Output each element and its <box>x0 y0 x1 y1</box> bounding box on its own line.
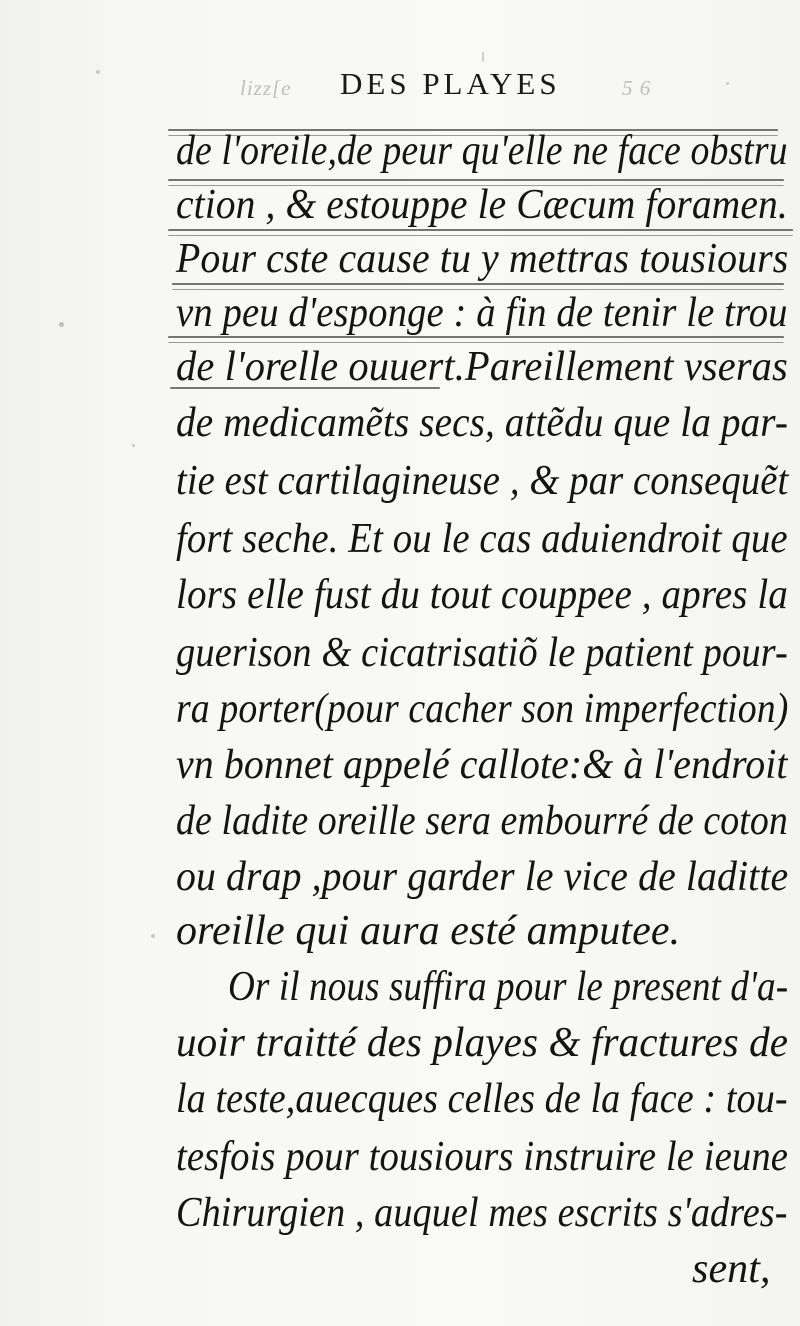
paper-speck <box>482 52 484 62</box>
catchword: sent, <box>692 1246 771 1292</box>
text-line: Or il nous suffira pour le present d'a- <box>228 964 789 1010</box>
text-line: Pour cste cause tu y mettras tousiours <box>176 236 789 282</box>
text-line: ra porter(pour cacher son imperfection) <box>176 686 789 732</box>
text-line: uoir traitté des playes & fractures de <box>176 1020 789 1066</box>
paper-speck <box>132 444 135 447</box>
text-line: tesfois pour tousiours instruire le ieune <box>176 1134 789 1180</box>
text-line: ou drap ,pour garder le vice de laditte <box>176 854 789 900</box>
text-line: Chirurgien , auquel mes escrits s'adres- <box>176 1190 788 1236</box>
paper-speck <box>96 70 100 74</box>
paper-speck <box>59 322 64 327</box>
text-line: oreille qui aura esté amputee. <box>176 908 681 954</box>
paper-speck <box>726 82 729 85</box>
paper-speck <box>151 934 155 938</box>
show-through-text: 5 6 <box>622 76 652 100</box>
text-line: tie est cartilagineuse , & par consequẽt <box>176 458 789 504</box>
running-head: DES PLAYES <box>340 66 561 101</box>
text-line: ction , & estouppe le Cæcum foramen. <box>176 182 788 228</box>
text-line: la teste,auecques celles de la face : tou- <box>176 1076 788 1122</box>
text-line: guerison & cicatrisatiõ le patient pour- <box>176 630 788 676</box>
text-line: de l'oreile,de peur qu'elle ne face obstru <box>176 128 788 174</box>
text-line: de medicamẽts secs, attẽdu que la par- <box>176 400 789 446</box>
text-line: vn bonnet appelé callote:& à l'endroit <box>176 742 788 788</box>
underline-mark <box>168 229 793 236</box>
text-line: vn peu d'esponge : à fin de tenir le trou <box>176 290 788 336</box>
text-line: lors elle fust du tout couppee , apres la <box>176 572 788 618</box>
underline-mark <box>168 336 784 343</box>
show-through-text: lizz[e <box>240 76 292 100</box>
text-line: de l'orelle ouuert.Pareillement vseras <box>176 344 788 390</box>
text-line: fort seche. Et ou le cas aduiendroit que <box>176 516 788 562</box>
underline-mark <box>172 283 784 290</box>
text-line: de ladite oreille sera embourré de coton <box>176 798 788 844</box>
